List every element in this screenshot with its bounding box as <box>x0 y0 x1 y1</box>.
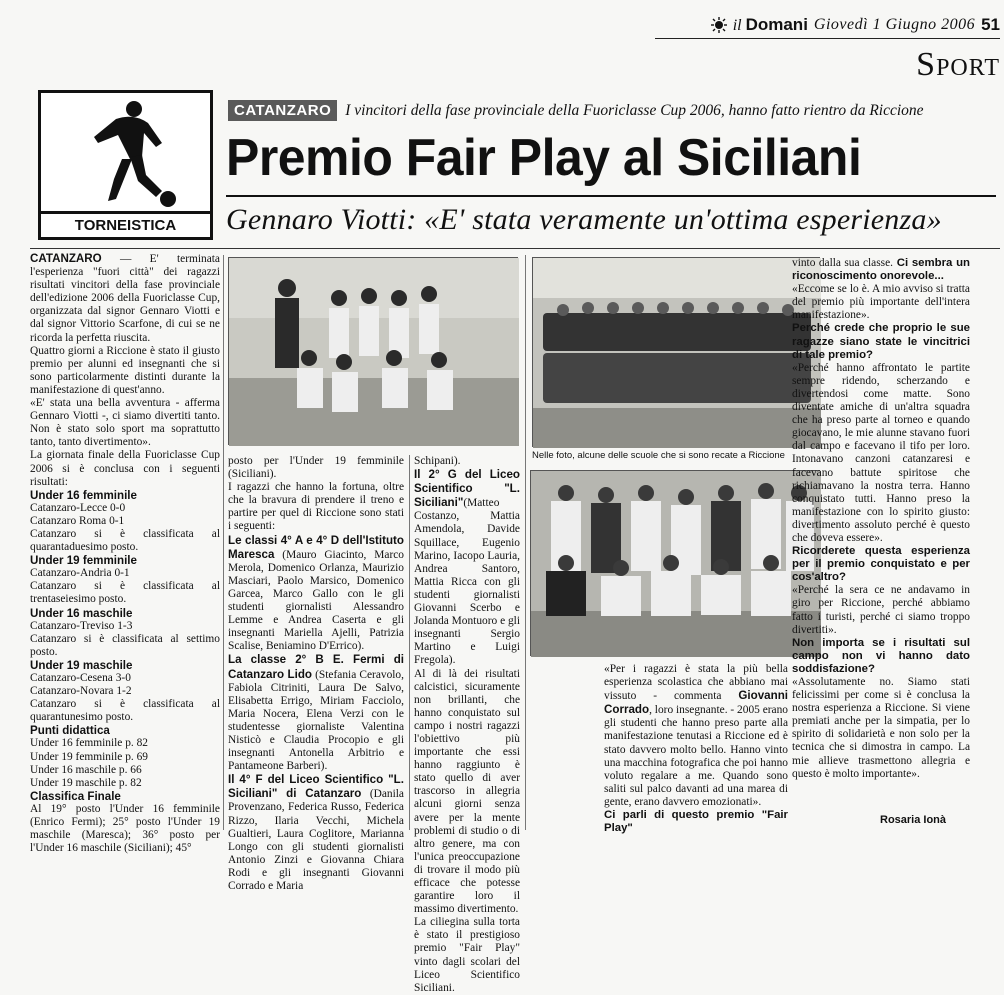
paragraph: Schipani). <box>414 455 461 467</box>
subhead: Gennaro Viotti: «E' stata veramente un'ottima esperienza» <box>226 203 942 236</box>
result-heading: Under 16 maschile <box>30 606 133 620</box>
column-5 <box>792 257 970 813</box>
column-rule <box>525 255 526 830</box>
issue-date: Giovedì 1 Giugno 2006 <box>813 16 976 33</box>
result-heading: Under 19 maschile <box>30 658 133 672</box>
photo-mixed-group <box>530 470 820 656</box>
paragraph: I ragazzi che hanno la fortuna, oltre che la bravura di prendere il treno e partire per quel di Riccione sono stati i seguenti: <box>228 481 404 533</box>
page-number: 51 <box>981 15 1000 34</box>
byline: Rosaria Ionà <box>880 814 947 826</box>
class-entry: Le classi 4° A e 4° D dell'Istituto Maresca (Mauro Giacinto, Marco Merola, Domenico Orlanza, Maurizio Masciari, Paolo Marsico, Domenico Garcea, Marco Gallo con le gli studenti giornalisti Alessandro Lemme e Andrea Caserta e gli insegnanti Mariella Ajelli, Patrizia Scalise, Beniamino D'Errico). <box>228 533 404 653</box>
headline: Premio Fair Play al Siciliani <box>226 129 862 187</box>
result-line: Catanzaro si è classificata al quarantaduesimo posto. <box>30 527 220 554</box>
sun-logo-icon <box>711 17 727 33</box>
result-line: Under 19 maschile p. 82 <box>30 776 142 789</box>
class-entry: Il 4° F del Liceo Scientifico "L. Siciliani" di Catanzaro (Danila Provenzano, Federica Russo, Federica Rizzo, Ilaria Vecchi, Michela Gualtieri, Laura Coglitore, Marianna Longo con gli studenti giornalisti Antonio Zinzi e Giovanna Chiara Rodi e gli insegnanti Giovanni Corrado e Maria <box>228 773 404 892</box>
interview-question: Non importa se i risultati sul campo non vi hanno dato soddisfazione? <box>792 636 970 675</box>
column-4 <box>604 663 788 835</box>
result-line: Catanzaro si è classificata al trentaseiesimo posto. <box>30 580 220 606</box>
lead-paragraph: CATANZARO — E' terminata l'esperienza "fuori città" dei ragazzi risultati vincitori della fase provinciale dell'edizione 2006 della Fuoriclasse Cup, organizzata dal signor Gennaro Viotti e dal signor Vittorio Scarfone, di cui se ne ricorda la perfetta riuscita. <box>30 252 220 344</box>
quote-paragraph: «Per i ragazzi è stata la più bella esperienza scolastica che abbiano mai vissuto - commenta Giovanni Corrado, loro insegnante. - 2005 erano gli studenti che hanno preso parte alla manifestazione tenutasi a Riccione ed è stato davvero molto bello. Hanno vinto una macchina fotografica che poi hanno voluto regalare a me. Quando sono saliti sul palco davanti ad una marea di gente, erano davvero emozionati». <box>604 663 788 808</box>
class-entry: La classe 2° B E. Fermi di Catanzaro Lido (Stefania Ceravolo, Fabiola Citriniti, Laura De Salvo, Elisabetta Errigo, Miriam Facciolo, Maria Nocera, Elena Verzi con le studentesse giornaliste Valentina Nisticò e Claudia Procopio e gli insegnanti Antonella Arbitrio e Pantameone Barberi). <box>228 653 404 773</box>
result-line: Catanzaro-Novara 1-2 <box>30 685 132 698</box>
interview-answer: «Assolutamente no. Siamo stati felicissimi per come si è conclusa la nostra esperienza a Riccione. Si viene premiati anche per la simpatia, per lo spirito di solidarietà e non solo per la tecnica che si dimostra in campo. La mie allieve trasmettono allegria e questo è molto importante». <box>792 676 970 780</box>
footballer-silhouette-icon <box>76 99 176 211</box>
paragraph: «E' stata una bella avventura - afferma Gennaro Viotti -, ci siamo divertiti tanto. Non è stato solo sport ma soprattutto tanto, tanto divertimento». <box>30 397 220 449</box>
result-heading: Classifica Finale <box>30 789 121 803</box>
result-line: Catanzaro-Cesena 3-0 <box>30 672 131 684</box>
class-entry: Il 2° G del Liceo Scientifico "L. Siciliani"(Matteo Costanzo, Mattia Amendola, Davide Squillace, Eugenio Marino, Iacopo Lauria, Andrea Santoro, Mattia Ricca con gli studenti giornalisti Giovanni Scerbo e Jolanda Montuoro e gli insegnanti Sergio Martino e Luigi Fregola). <box>414 468 520 667</box>
torneistica-logo <box>38 90 213 240</box>
interview-question: Perché crede che proprio le sue ragazze siano state le vincitrici di tale premio? <box>792 322 970 361</box>
result-line: Catanzaro-Andria 0-1 <box>30 567 130 580</box>
paragraph: Quattro giorni a Riccione è stato il giusto premio per alunni ed insegnanti che si sono particolarmente distinti durante la manifestazione di quest'anno. <box>30 344 220 396</box>
photo-caption: Nelle foto, alcune delle scuole che si sono recate a Riccione <box>532 450 785 461</box>
result-line: Catanzaro si è classificata al quarantunesimo posto. <box>30 698 220 724</box>
paragraph: La giornata finale della Fuoriclasse Cup 2006 si è conclusa con i seguenti risultati: <box>30 449 220 488</box>
kicker-tag: CATANZARO <box>228 100 337 121</box>
column-rule <box>409 455 410 830</box>
photo-girls-team <box>228 257 518 445</box>
masthead-rule <box>655 38 1000 39</box>
section-title: Sport <box>916 46 1000 83</box>
interview-answer: «Perché hanno affrontato le partite sempre ridendo, scherzando e divertendosi come matte. Sono diventate amiche di un'altra squadra che ha preso parte al torneo e quando giocavano, le mie alunne stavano fuori dal campo e facevano il tifo per loro. Intonavano canzoni catanzaresi e facevano battute spiritose che richiamavano la nostra terra. Hanno conquistato tutti. Hanno preso la manifestazione con lo spirito giusto: divertimento assoluto perché è questo che doveva essere». <box>792 361 970 544</box>
photo-boys-team-image <box>533 258 821 448</box>
result-line: Al 19° posto l'Under 16 femminile (Enrico Fermi); 25° posto l'Under 19 maschile (Maresca); 36° posto per l'Under 16 maschile (Siciliani); 45° <box>30 802 220 855</box>
body-top-rule <box>30 248 1000 249</box>
column-rule <box>223 255 224 830</box>
result-line: Catanzaro-Lecce 0-0 <box>30 501 126 514</box>
photo-girls-team-image <box>229 258 519 446</box>
result-line: Under 16 maschile p. 66 <box>30 763 142 776</box>
result-line: Under 16 femminile p. 82 <box>30 737 148 750</box>
paragraph: La ciliegina sulla torta è stato il prestigioso premio "Fair Play" vinto dagli scolari del Liceo Scientifico Siciliani. <box>414 916 520 994</box>
kicker-text: I vincitori della fase provinciale della Fuoriclasse Cup 2006, hanno fatto rientro da Riccione <box>345 101 924 119</box>
photo-boys-team <box>532 257 820 447</box>
interview-paragraph: vinto dalla sua classe. Ci sembra un riconoscimento onorevole... <box>792 257 970 283</box>
result-line: Catanzaro si è classificata al settimo posto. <box>30 632 220 658</box>
column-2 <box>228 455 404 892</box>
interview-answer: «Perché la sera ce ne andavamo in giro per Riccione, perché abbiamo fatto i turisti, perché ci siamo troppo divertiti». <box>792 584 970 636</box>
interview-answer: «Eccome se lo è. A mio avviso si tratta del premio più importante dell'intera manifestazione». <box>792 283 970 322</box>
result-line: Catanzaro Roma 0-1 <box>30 514 125 527</box>
kicker <box>228 100 988 121</box>
paragraph: posto per l'Under 19 femminile (Siciliani). <box>228 455 404 481</box>
result-line: Under 19 femminile p. 69 <box>30 750 148 763</box>
result-line: Catanzaro-Treviso 1-3 <box>30 619 133 632</box>
column-1 <box>30 252 220 855</box>
interview-question: Ricorderete questa esperienza per il premio conquistato e per cos'altro? <box>792 545 970 584</box>
result-heading: Under 16 femminile <box>30 488 137 502</box>
paragraph: Al di là dei risultati calcistici, sicuramente non brillanti, che hanno conquistato sul campo i nostri ragazzi l'obiettivo più importante che essi hanno raggiunto è stato quello di aver trascorso in allegria alcuni giorni senza avere per la mente problemi di studio o di altro genere, ma con l'unica preoccupazione di trovare il modo più efficace che potesse garantire loro il massimo divertimento. <box>414 667 520 916</box>
headline-rule <box>226 195 996 197</box>
interview-question: Ci parli di questo premio "Fair Play" <box>604 809 788 835</box>
logo-label: TORNEISTICA <box>41 211 210 237</box>
paper-name: il Domani <box>732 15 808 34</box>
photo-mixed-group-image <box>531 471 821 657</box>
result-heading: Under 19 femminile <box>30 554 137 568</box>
result-heading: Punti didattica <box>30 724 110 738</box>
masthead <box>655 12 1000 38</box>
column-3 <box>414 455 520 994</box>
